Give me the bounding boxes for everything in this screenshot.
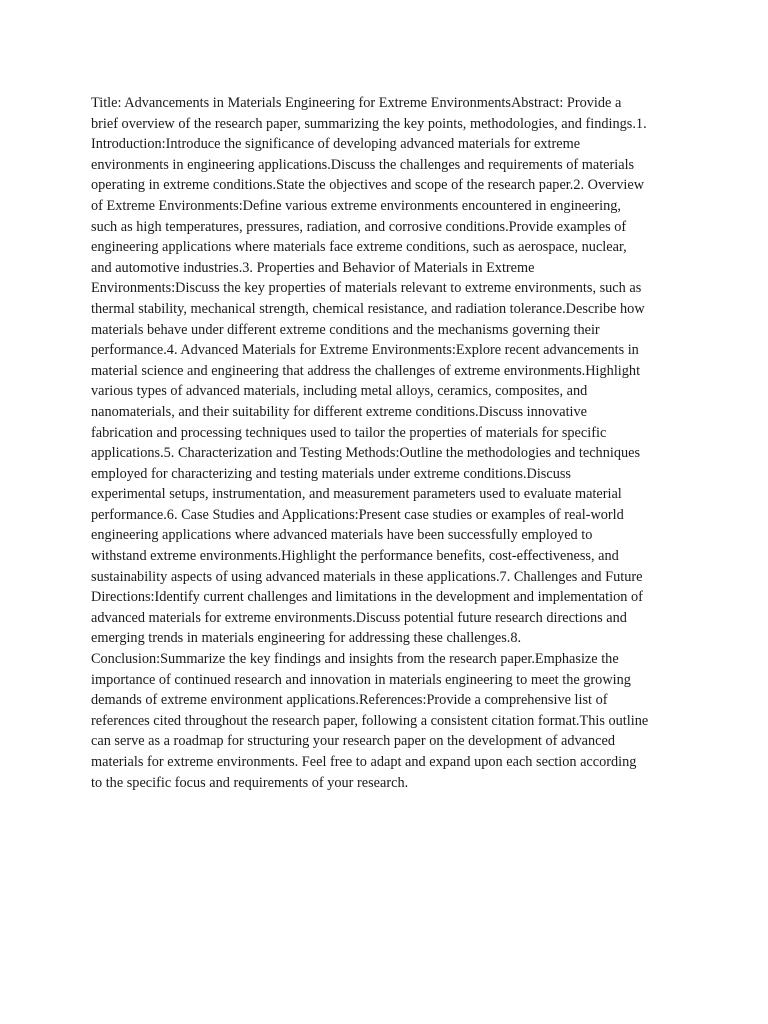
document-text-line: sustainability aspects of using advanced materials in these applications.7. Challenges and Future xyxy=(91,568,643,585)
document-text-line: such as high temperatures, pressures, radiation, and corrosive conditions.Provide examples of xyxy=(91,218,627,235)
document-text-line: importance of continued research and innovation in materials engineering to meet the growing xyxy=(91,671,631,688)
document-text-line: employed for characterizing and testing materials under extreme conditions.Discuss xyxy=(91,465,571,482)
document-text-line: emerging trends in materials engineering for addressing these challenges.8. xyxy=(91,630,522,647)
document-text-line: withstand extreme environments.Highlight the performance benefits, cost-effectiveness, and xyxy=(91,548,619,565)
document-text-line: Introduction:Introduce the significance of developing advanced materials for extreme xyxy=(91,136,581,153)
document-text-line: Conclusion:Summarize the key findings and insights from the research paper.Emphasize the xyxy=(91,651,619,668)
document-text-line: nanomaterials, and their suitability for different extreme conditions.Discuss innovative xyxy=(91,403,588,420)
document-text-line: material science and engineering that address the challenges of extreme environments.Highlight xyxy=(91,362,641,379)
document-text-line: engineering applications where advanced materials have been successfully employed to xyxy=(91,527,593,544)
document-text-line: operating in extreme conditions.State the objectives and scope of the research paper.2. Overview xyxy=(91,177,645,194)
document-text-line: various types of advanced materials, including metal alloys, ceramics, composites, and xyxy=(91,383,588,400)
document-text-line: performance.4. Advanced Materials for Extreme Environments:Explore recent advancements in xyxy=(91,342,639,359)
document-text-line: materials for extreme environments. Feel free to adapt and expand upon each section according xyxy=(91,754,637,770)
document-text-line: Directions:Identify current challenges and limitations in the development and implementation of xyxy=(91,589,643,606)
document-text-line: experimental setups, instrumentation, and measurement parameters used to evaluate material xyxy=(91,486,622,503)
document-text-line: of Extreme Environments:Define various extreme environments encountered in engineering, xyxy=(91,197,621,214)
document-text-line: performance.6. Case Studies and Applications:Present case studies or examples of real-world xyxy=(91,506,624,523)
document-text-line: Title: Advancements in Materials Engineering for Extreme EnvironmentsAbstract: Provide a xyxy=(91,95,622,111)
document-text-line: applications.5. Characterization and Testing Methods:Outline the methodologies and techniques xyxy=(91,445,641,462)
document-text-line: demands of extreme environment applications.References:Provide a comprehensive list of xyxy=(91,692,608,709)
document-text-line: references cited throughout the research paper, following a consistent citation format.This outline xyxy=(91,712,649,729)
document-text-line: Environments:Discuss the key properties of materials relevant to extreme environments, such as xyxy=(91,280,642,297)
document-body xyxy=(91,93,681,793)
document-text-line: thermal stability, mechanical strength, chemical resistance, and radiation tolerance.Describe how xyxy=(91,300,645,317)
document-text-line: and automotive industries.3. Properties and Behavior of Materials in Extreme xyxy=(91,259,535,276)
document-text-line: engineering applications where materials face extreme conditions, such as aerospace, nuclear, xyxy=(91,239,627,256)
document-text-line: to the specific focus and requirements of your research. xyxy=(91,774,409,791)
document-text-line: materials behave under different extreme conditions and the mechanisms governing their xyxy=(91,321,600,338)
document-text-line: can serve as a roadmap for structuring your research paper on the development of advanced xyxy=(91,733,615,750)
document-text-line: fabrication and processing techniques used to tailor the properties of materials for specific xyxy=(91,424,607,441)
document-text-line: environments in engineering applications.Discuss the challenges and requirements of materials xyxy=(91,156,635,173)
document-text-line: advanced materials for extreme environments.Discuss potential future research directions and xyxy=(91,609,627,626)
document-text-line: brief overview of the research paper, summarizing the key points, methodologies, and findings.1. xyxy=(91,115,647,132)
